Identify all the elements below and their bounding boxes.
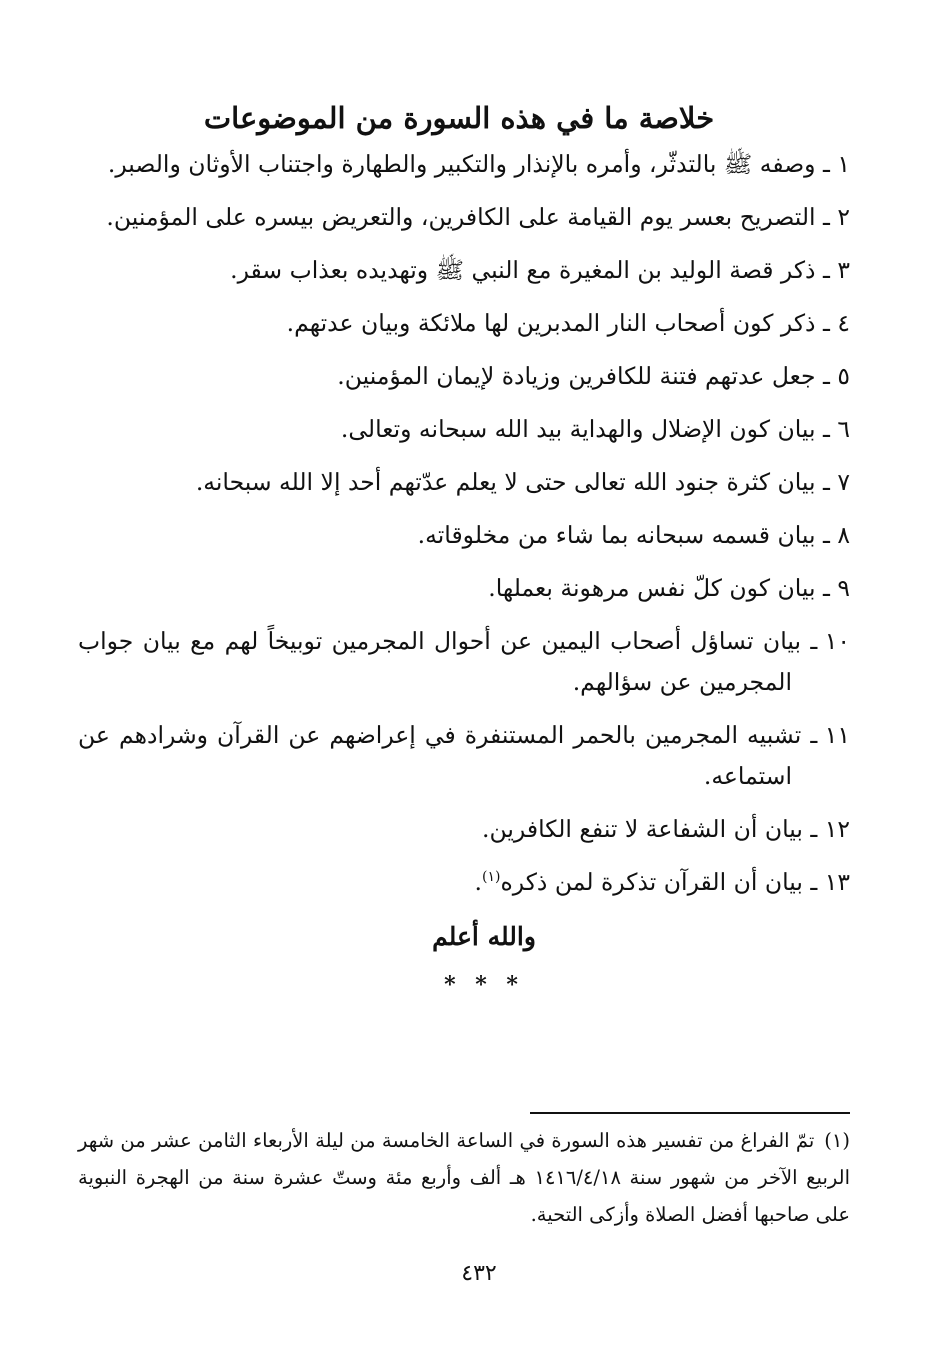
- item-text: بيان كون الإضلال والهداية بيد الله سبحانه وتعالى.: [340, 415, 816, 443]
- footnote-text: تمّ الفراغ من تفسير هذه السورة في الساعة الخامسة من ليلة الأربعاء الثامن عشر من شهر الربيع الآخر من شهور سنة ١٤١٦/٤/١٨ هـ ألف وأربع مئة وستّ عشرة سنة من الهجرة النبوية على صاحبها أفضل الصلاة وأزكى التحية.: [78, 1129, 850, 1226]
- list-item: [78, 356, 850, 397]
- list-item: [78, 621, 850, 703]
- item-number: ٩ ـ: [823, 574, 850, 602]
- item-number: ٣ ـ: [823, 256, 850, 284]
- list-item: [78, 409, 850, 450]
- item-number: ١٢ ـ: [810, 815, 850, 843]
- item-number: ١٠ ـ: [810, 627, 850, 655]
- list-item: [78, 715, 850, 797]
- list-item: [78, 809, 850, 850]
- item-text: بيان تساؤل أصحاب اليمين عن أحوال المجرمين توبيخاً لهم مع بيان جواب المجرمين عن سؤالهم.: [78, 627, 801, 696]
- list-item: [78, 144, 850, 185]
- item-number: ٢ ـ: [823, 203, 850, 231]
- footnote: [78, 1122, 850, 1233]
- list-item: [78, 462, 850, 503]
- item-text: بيان قسمه سبحانه بما شاء من مخلوقاته.: [417, 521, 816, 549]
- item-number: ٦ ـ: [823, 415, 850, 443]
- item-text: بيان أن الشفاعة لا تنفع الكافرين.: [482, 815, 803, 843]
- item-number: ٥ ـ: [823, 362, 850, 390]
- item-number: ١١ ـ: [810, 721, 850, 749]
- footnote-divider: [530, 1112, 850, 1114]
- item-text: وصفه ﷺ بالتدثّر، وأمره بالإنذار والتكبير والطهارة واجتناب الأوثان والصبر.: [107, 150, 816, 178]
- item-number: ٤ ـ: [823, 309, 850, 337]
- item-text: ذكر كون أصحاب النار المدبرين لها ملائكة وبيان عدتهم.: [286, 309, 816, 337]
- section-separator: * * *: [444, 972, 524, 998]
- list-item: [78, 862, 850, 903]
- list-item: [78, 197, 850, 238]
- item-text: تشبيه المجرمين بالحمر المستنفرة في إعراضهم عن القرآن وشرادهم عن استماعه.: [78, 721, 802, 790]
- list-item: [78, 303, 850, 344]
- item-text: ذكر قصة الوليد بن المغيرة مع النبي ﷺ وتهديده بعذاب سقر.: [230, 256, 816, 284]
- footnote-mark: (١): [824, 1129, 850, 1152]
- item-text: بيان كثرة جنود الله تعالى حتى لا يعلم عدّتهم أحد إلا الله سبحانه.: [195, 468, 816, 496]
- page-number: ٤٣٢: [461, 1261, 497, 1286]
- item-end-punctuation: .: [474, 868, 482, 896]
- item-number: ٨ ـ: [823, 521, 850, 549]
- list-item: [78, 250, 850, 291]
- page-title: خلاصة ما في هذه السورة من الموضوعات: [203, 101, 715, 135]
- item-number: ١ ـ: [823, 150, 850, 178]
- item-text: بيان أن القرآن تذكرة لمن ذكره: [500, 868, 803, 896]
- item-number: ٧ ـ: [823, 468, 850, 496]
- list-item: [78, 568, 850, 609]
- book-page: [78, 92, 850, 1322]
- item-text: بيان كون كلّ نفس مرهونة بعملها.: [488, 574, 816, 602]
- topics-list: [78, 144, 850, 903]
- item-number: ١٣ ـ: [810, 868, 850, 896]
- item-text: جعل عدتهم فتنة للكافرين وزيادة لإيمان المؤمنين.: [337, 362, 816, 390]
- closing-phrase: والله أعلم: [432, 922, 536, 951]
- list-item: [78, 515, 850, 556]
- item-text: التصريح بعسر يوم القيامة على الكافرين، والتعريض بيسره على المؤمنين.: [106, 203, 816, 231]
- footnote-reference[interactable]: (١): [482, 869, 501, 886]
